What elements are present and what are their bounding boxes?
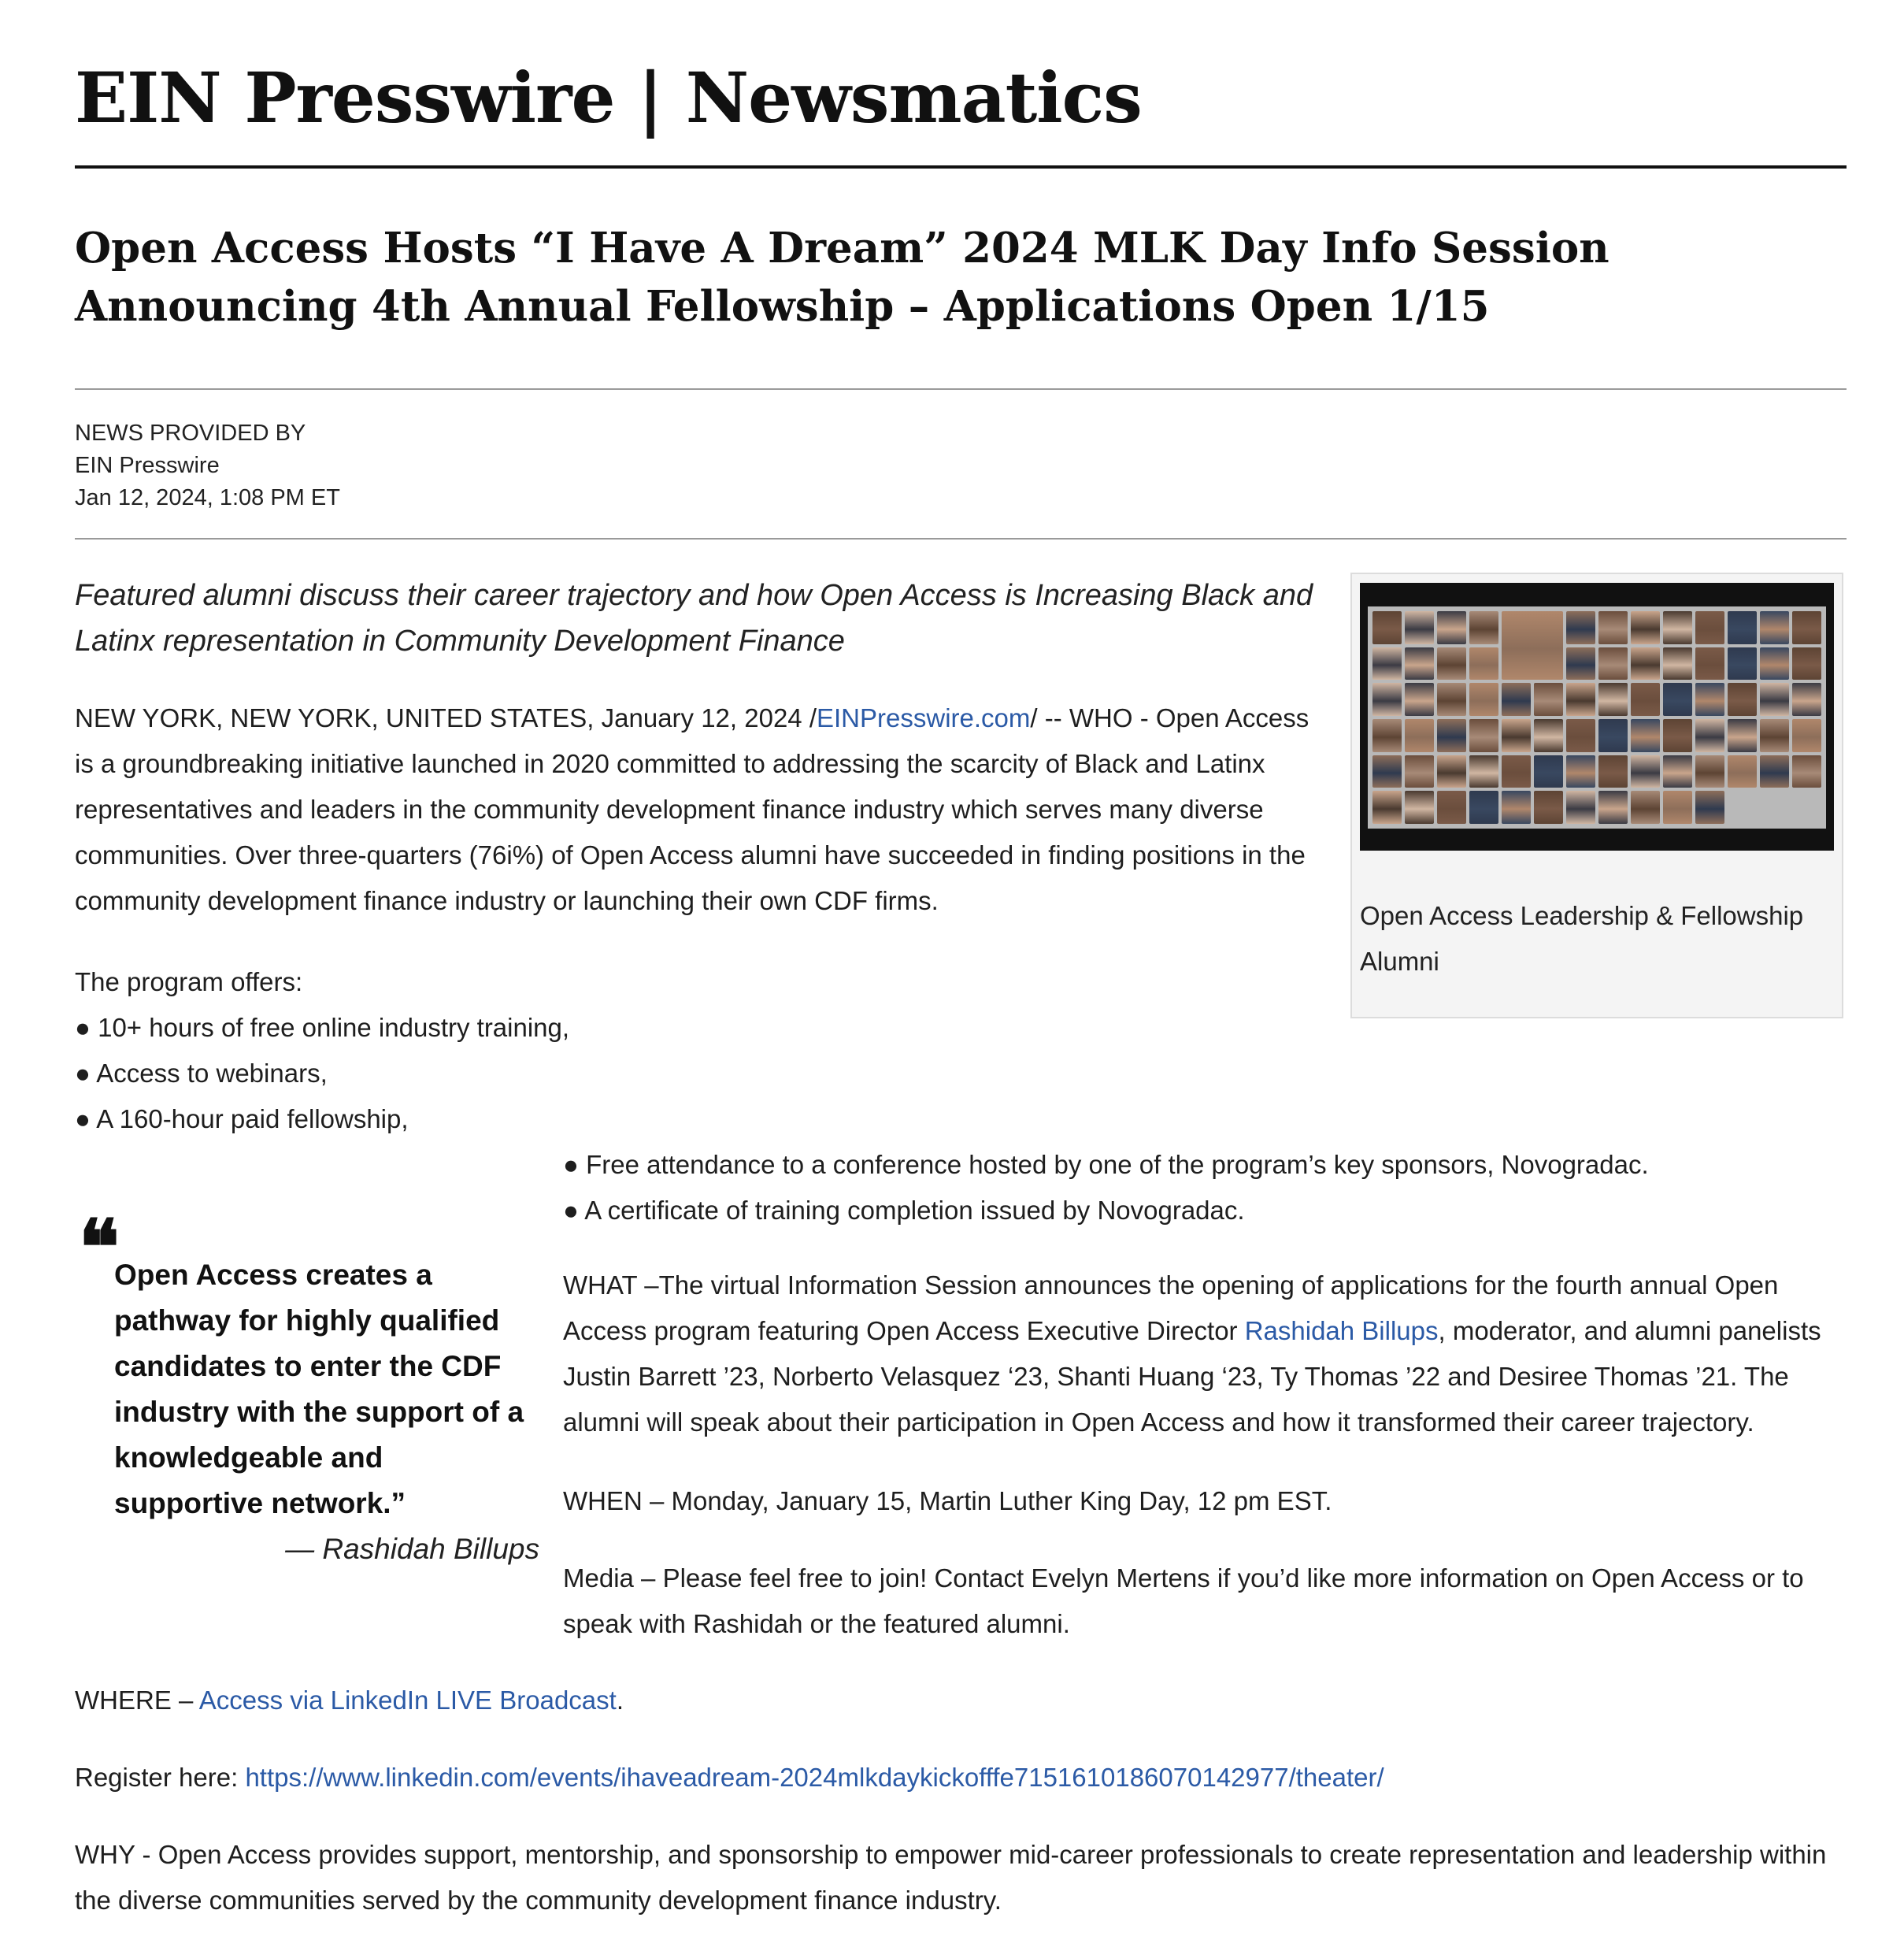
article-lead: Featured alumni discuss their career trajectory and how Open Access is Increasing Black and Latinx representation in Community Development Finance (75, 579, 1313, 658)
list-item: ● 10+ hours of free online industry training, (75, 1013, 570, 1042)
program-offers-continued (563, 1142, 1862, 1233)
alumni-portrait-tile (1631, 647, 1660, 681)
alumni-portrait-tile (1372, 611, 1402, 644)
alumni-portrait-tile (1598, 611, 1628, 644)
article-headline: Open Access Hosts “I Have A Dream” 2024 MLK Day Info Session Announcing 4th Annual Fellowship – Applications Open 1/15 (75, 224, 1610, 331)
alumni-portrait-tile (1534, 719, 1563, 752)
body-paragraph-who (75, 695, 1335, 924)
provided-by-label: NEWS PROVIDED BY (75, 421, 306, 446)
alumni-portrait-tile (1372, 791, 1402, 824)
alumni-photo[interactable] (1360, 583, 1834, 851)
where-period: . (616, 1686, 624, 1715)
publish-date: Jan 12, 2024, 1:08 PM ET (75, 485, 340, 510)
where-label: WHERE – (75, 1686, 199, 1715)
alumni-portrait-tile (1760, 719, 1789, 752)
alumni-portrait-tile (1566, 791, 1595, 824)
alumni-portrait-tile (1502, 719, 1531, 752)
alumni-portrait-tile (1631, 719, 1660, 752)
alumni-portrait-tile (1534, 791, 1563, 824)
alumni-portrait-tile (1469, 791, 1498, 824)
list-item: ● Access to webinars, (75, 1059, 328, 1088)
quote-icon: ❝ (79, 1203, 120, 1292)
alumni-portrait-tile (1663, 719, 1692, 752)
alumni-portrait-tile (1566, 647, 1595, 681)
alumni-portrait-tile (1792, 647, 1821, 681)
press-meta (75, 417, 340, 514)
register-label: Register here: (75, 1763, 246, 1792)
alumni-portrait-tile (1405, 611, 1434, 644)
alumni-portrait-tile (1372, 719, 1402, 752)
alumni-portrait-tile (1437, 719, 1466, 752)
alumni-portrait-tile (1502, 683, 1531, 716)
alumni-portrait-tile (1695, 647, 1724, 681)
alumni-portrait-tile (1663, 755, 1692, 788)
alumni-portrait-tile (1695, 755, 1724, 788)
alumni-portrait-tile (1695, 683, 1724, 716)
alumni-portrait-tile (1437, 647, 1466, 681)
list-item: ● A 160-hour paid fellowship, (75, 1104, 409, 1133)
alumni-portrait-tile (1760, 683, 1789, 716)
offers-intro: The program offers: (75, 967, 303, 996)
program-offers (75, 959, 1020, 1142)
divider (75, 538, 1847, 540)
rashidah-billups-link[interactable]: Rashidah Billups (1244, 1316, 1439, 1345)
alumni-portrait-tile (1792, 719, 1821, 752)
alumni-portrait-tile (1405, 683, 1434, 716)
alumni-portrait-tile (1598, 719, 1628, 752)
alumni-portrait-tile (1631, 791, 1660, 824)
body-paragraph-register (75, 1755, 1847, 1801)
what-text: WHAT –The virtual Information Session announces the opening of applications for the fourth annual Open Access program featuring Open Access Executive Director (563, 1270, 1779, 1345)
alumni-portrait-tile (1631, 683, 1660, 716)
alumni-portrait-tile (1760, 647, 1789, 681)
alumni-portrait-tile (1695, 719, 1724, 752)
quote-attribution: — Rashidah Billups (285, 1533, 539, 1565)
site-masthead[interactable]: EIN Presswire | Newsmatics (75, 57, 1142, 139)
alumni-portrait-tile (1728, 683, 1757, 716)
photo-collage (1368, 606, 1826, 829)
alumni-portrait-tile (1534, 683, 1563, 716)
body-paragraph-what (563, 1263, 1854, 1445)
alumni-portrait-tile (1502, 611, 1563, 680)
alumni-portrait-tile (1728, 647, 1757, 681)
alumni-portrait-tile (1469, 719, 1498, 752)
alumni-portrait-tile (1598, 683, 1628, 716)
alumni-portrait-tile (1663, 647, 1692, 681)
who-text: / -- WHO - Open Access is a groundbreaking initiative launched in 2020 committed to addressing the scarcity of Black and Latinx representatives and leaders in the community development finance industry which serves many diverse communities. Over three-quarters (76i%) of Open Access alumni have succeeded in finding positions in the community development finance industry or launching their own CDF firms. (75, 703, 1309, 915)
body-paragraph-when: WHEN – Monday, January 15, Martin Luther King Day, 12 pm EST. (563, 1486, 1332, 1515)
alumni-portrait-tile (1405, 719, 1434, 752)
alumni-portrait-tile (1566, 683, 1595, 716)
alumni-portrait-tile (1405, 755, 1434, 788)
alumni-portrait-tile (1469, 683, 1498, 716)
alumni-portrait-tile (1566, 755, 1595, 788)
alumni-portrait-tile (1760, 611, 1789, 644)
alumni-portrait-tile (1534, 755, 1563, 788)
alumni-portrait-tile (1502, 791, 1531, 824)
alumni-portrait-tile (1792, 683, 1821, 716)
alumni-portrait-tile (1760, 755, 1789, 788)
einpresswire-link[interactable]: EINPresswire.com (817, 703, 1031, 732)
divider (75, 388, 1847, 390)
alumni-portrait-tile (1728, 755, 1757, 788)
body-paragraph-where (75, 1678, 1847, 1723)
provider-name: EIN Presswire (75, 453, 220, 478)
figure-caption: Open Access Leadership & Fellowship Alumni (1360, 901, 1804, 976)
masthead-rule (75, 165, 1847, 169)
alumni-portrait-tile (1437, 683, 1466, 716)
alumni-portrait-tile (1437, 611, 1466, 644)
pull-quote: Open Access creates a pathway for highly qualified candidates to enter the CDF industry with the support of a knowledgeable and supportive network.” (114, 1259, 524, 1519)
alumni-portrait-tile (1663, 791, 1692, 824)
alumni-portrait-tile (1695, 611, 1724, 644)
alumni-portrait-tile (1372, 647, 1402, 681)
alumni-portrait-tile (1663, 683, 1692, 716)
alumni-portrait-tile (1631, 611, 1660, 644)
alumni-portrait-tile (1728, 611, 1757, 644)
alumni-portrait-tile (1469, 647, 1498, 681)
alumni-portrait-tile (1792, 611, 1821, 644)
alumni-portrait-tile (1405, 647, 1434, 681)
alumni-portrait-tile (1695, 791, 1724, 824)
body-paragraph-why: WHY - Open Access provides support, mentorship, and sponsorship to empower mid-career professionals to create representation and leadership within the diverse communities served by the community development finance industry. (75, 1840, 1827, 1915)
register-url-link[interactable]: https://www.linkedin.com/events/ihaveadream-2024mlkdaykickofffe7151610186070142977/theater/ (245, 1763, 1384, 1792)
alumni-portrait-tile (1372, 755, 1402, 788)
alumni-portrait-tile (1663, 611, 1692, 644)
alumni-portrait-tile (1598, 755, 1628, 788)
alumni-portrait-tile (1437, 791, 1466, 824)
alumni-portrait-tile (1598, 791, 1628, 824)
alumni-portrait-tile (1372, 683, 1402, 716)
body-paragraph-media: Media – Please feel free to join! Contact Evelyn Mertens if you’d like more information on Open Access or to speak with Rashidah or the featured alumni. (563, 1563, 1804, 1638)
list-item: ● A certificate of training completion issued by Novogradac. (563, 1196, 1245, 1225)
alumni-portrait-tile (1728, 719, 1757, 752)
article-figure[interactable] (1350, 573, 1843, 1018)
dateline-text: NEW YORK, NEW YORK, UNITED STATES, January 12, 2024 / (75, 703, 817, 732)
alumni-portrait-tile (1469, 755, 1498, 788)
alumni-portrait-tile (1566, 719, 1595, 752)
alumni-portrait-tile (1405, 791, 1434, 824)
what-text-end: , moderator, and alumni panelists Justin Barrett ’23, Norberto Velasquez ‘23, Shanti Huang ‘23, Ty Thomas ’22 and Desiree Thomas ’21. The alumni will speak about their participation in Open Access and how it transformed their career trajectory. (563, 1316, 1821, 1437)
alumni-portrait-tile (1598, 647, 1628, 681)
alumni-portrait-tile (1792, 755, 1821, 788)
alumni-portrait-tile (1502, 755, 1531, 788)
alumni-portrait-tile (1566, 611, 1595, 644)
alumni-portrait-tile (1469, 611, 1498, 644)
linkedin-live-link[interactable]: Access via LinkedIn LIVE Broadcast (198, 1686, 617, 1715)
alumni-portrait-tile (1631, 755, 1660, 788)
alumni-portrait-tile (1437, 755, 1466, 788)
list-item: ● Free attendance to a conference hosted by one of the program’s key sponsors, Novogradac. (563, 1150, 1649, 1179)
